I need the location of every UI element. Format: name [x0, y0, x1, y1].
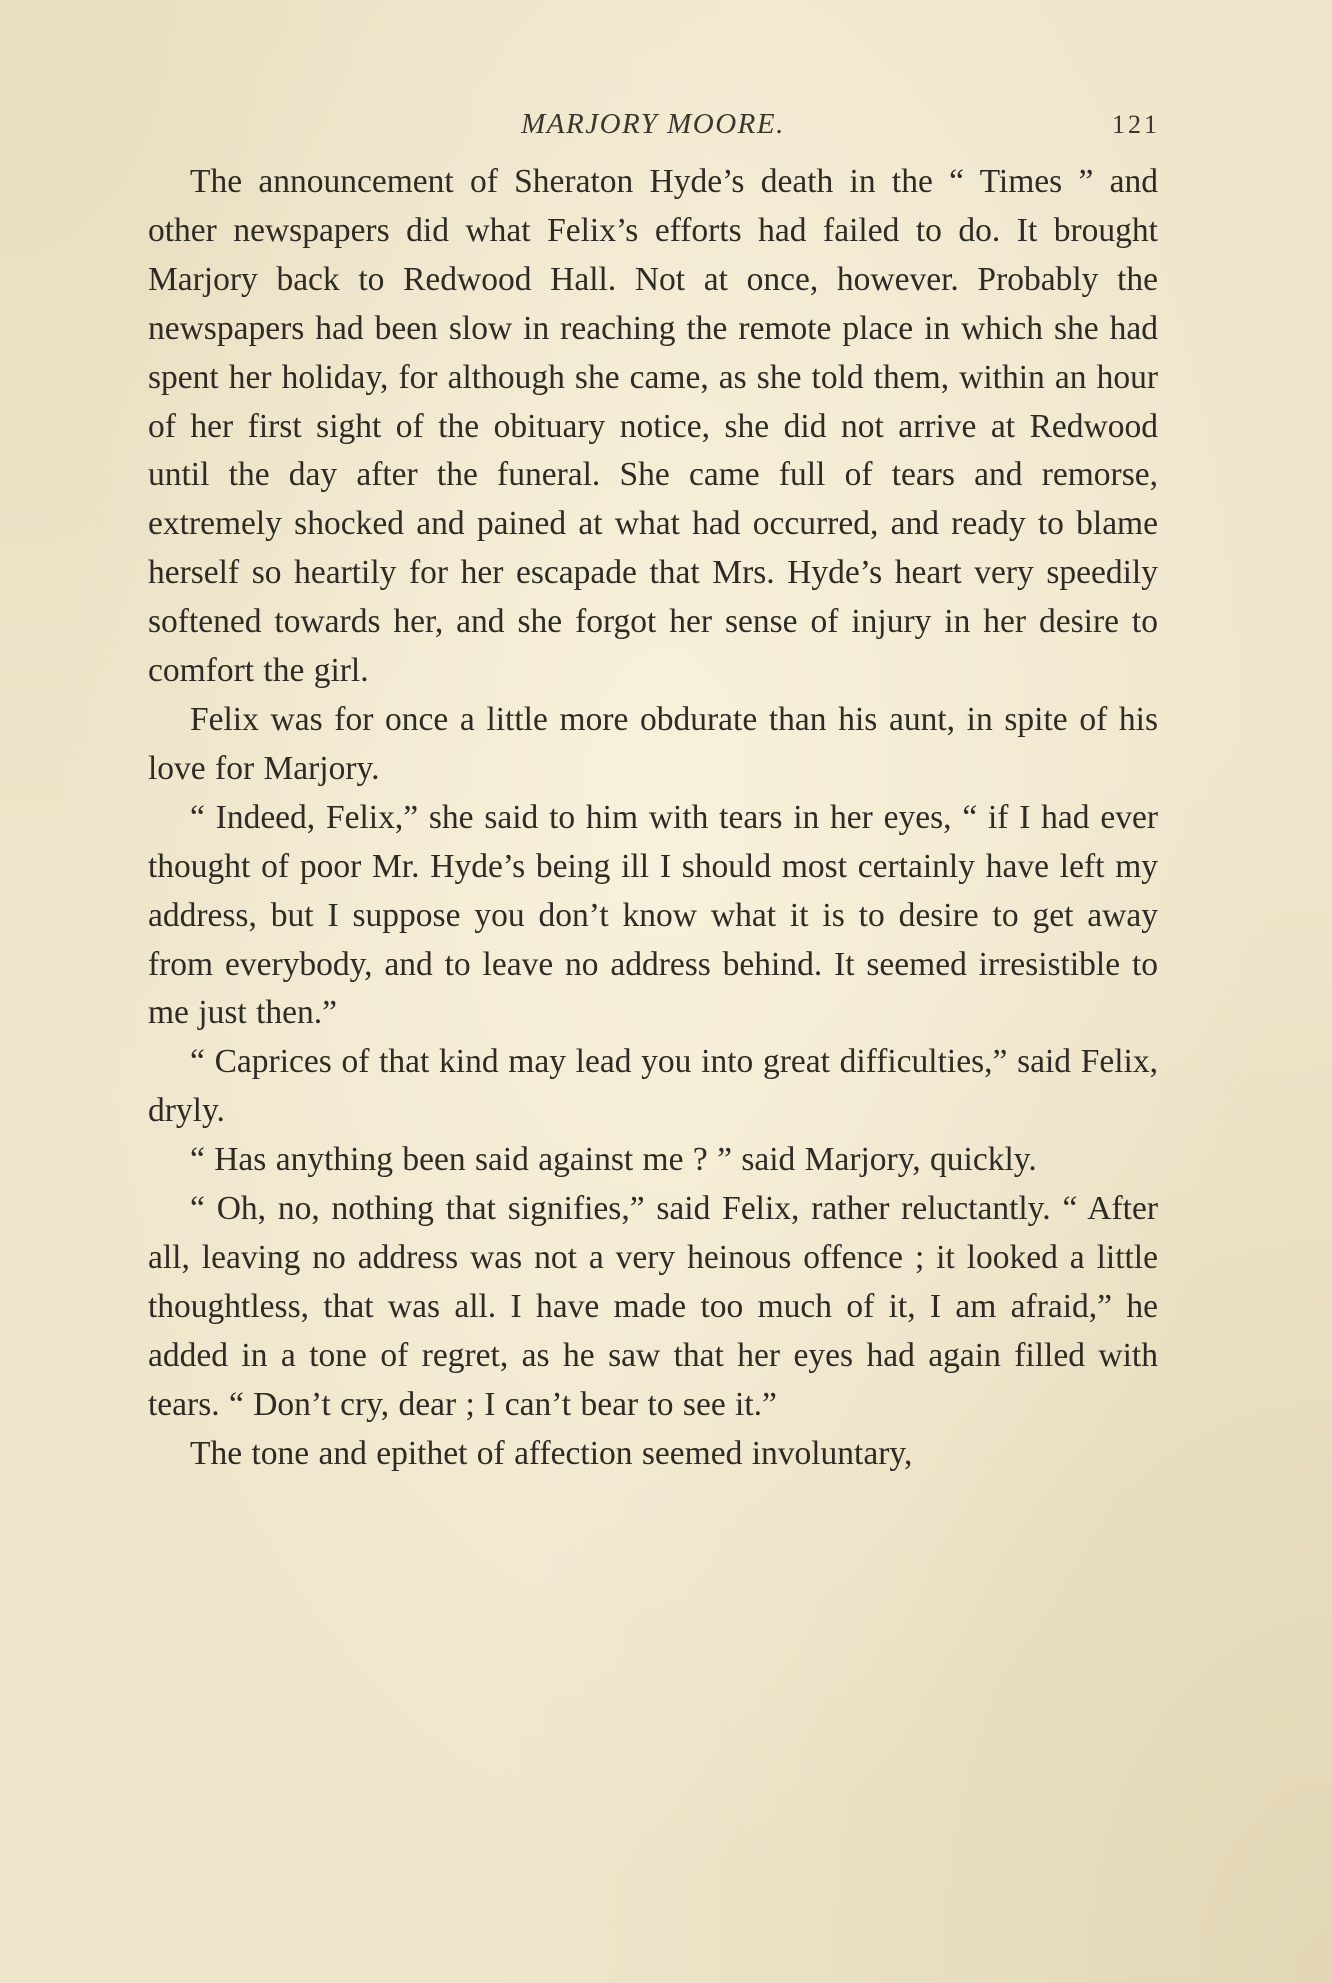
- paragraph: Felix was for once a little more obdurate than his aunt, in spite of his love for Marjory.: [148, 700, 1158, 787]
- running-head: [148, 108, 1158, 158]
- running-title: MARJORY MOORE.: [521, 108, 785, 140]
- page-number: 121: [1112, 110, 1160, 139]
- body-text: [148, 158, 1158, 1478]
- paragraph: “ Indeed, Felix,” she said to him with tears in her eyes, “ if I had ever thought of poor Mr. Hyde’s being ill I should most certainly have left my address, but I suppose you don’t know what it is to desire to get away from everybody, and to leave no address behind. It seemed irresistible to me just then.”: [148, 798, 1158, 1032]
- paragraph: “ Has anything been said against me ? ” said Marjory, quickly.: [190, 1141, 1037, 1179]
- paragraph: “ Oh, no, nothing that signifies,” said Felix, rather reluctantly. “ After all, leaving no address was not a very heinous offence ; it looked a little thoughtless, that was all. I have made too much of it, I am afraid,” he added in a tone of regret, as he saw that her eyes had again filled with tears. “ Don’t cry, dear ; I can’t bear to see it.”: [148, 1190, 1158, 1423]
- paragraph: The tone and epithet of affection seemed involuntary,: [190, 1434, 913, 1472]
- book-page: [148, 108, 1158, 1478]
- paragraph: The announcement of Sheraton Hyde’s death in the “ Times ” and other newspapers did what Felix’s efforts had failed to do. It brought Marjory back to Redwood Hall. Not at once, however. Probably the newspapers had been slow in reaching the remote place in which she had spent her holiday, for although she came, as she told them, within an hour of her first sight of the obituary notice, she did not arrive at Redwood until the day after the funeral. She came full of tears and remorse, extremely shocked and pained at what had occurred, and ready to blame herself so heartily for her escapade that Mrs. Hyde’s heart very speedily softened towards her, and she forgot her sense of injury in her desire to comfort the girl.: [148, 163, 1158, 690]
- paragraph: “ Caprices of that kind may lead you into great difficulties,” said Felix, dryly.: [148, 1043, 1158, 1130]
